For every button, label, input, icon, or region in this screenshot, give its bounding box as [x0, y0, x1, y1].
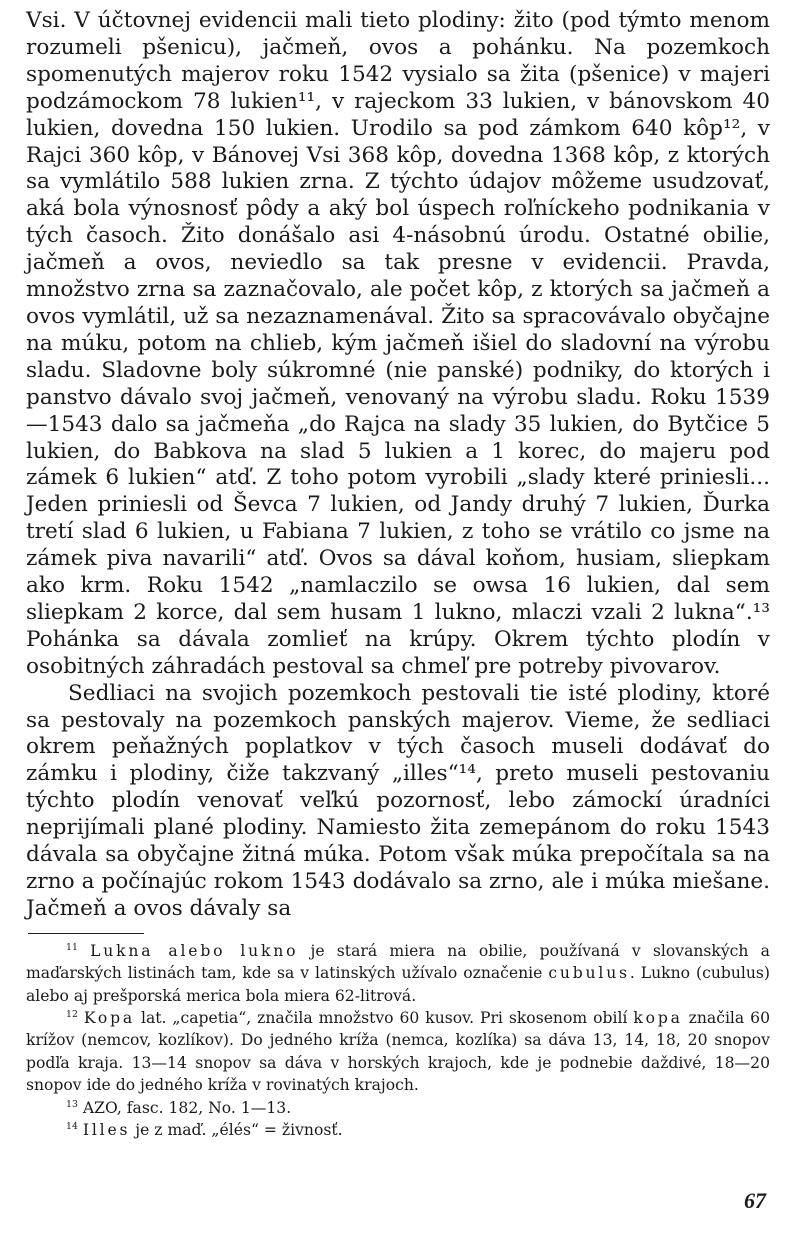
footnote-term: Illes — [82, 1121, 131, 1140]
footnote-number: 12 — [66, 1008, 78, 1020]
footnote-text: AZO, fasc. 182, No. 1—13. — [82, 1098, 292, 1117]
main-text — [26, 8, 770, 923]
footnote-term: cubulus — [548, 964, 630, 983]
footnotes — [26, 940, 770, 1142]
footnote-divider — [28, 933, 144, 934]
footnote-text: je stará miera na obilie, používaná v slovanských a maďarských listinách tam, kde sa v latinských užívalo označenie — [26, 941, 770, 983]
page-number: 67 — [744, 1188, 766, 1213]
footnote-term: Lukna alebo lukno — [90, 941, 299, 960]
footnote-text: je z maď. „élés“ = živnosť. — [130, 1121, 343, 1140]
footnote-number: 13 — [66, 1098, 78, 1110]
footnote-13 — [26, 1097, 770, 1119]
paragraph-1: Vsi. V účtovnej evidencii mali tieto plodiny: žito (pod týmto menom rozumeli pšenicu), jačmeň, ovos a pohánku. Na pozemkoch spomenutých majerov roku 1542 vysialo sa žita (pšenice) v majeri podzámockom 78 lukien¹¹, v rajeckom 33 lukien, v bánovskom 40 lukien, dovedna 150 lukien. Urodilo sa pod zámkom 640 kôp¹², v Rajci 360 kôp, v Bánovej Vsi 368 kôp, dovedna 1368 kôp, z ktorých sa vymlátilo 588 lukien zrna. Z týchto údajov môžeme usudzovať, aká bola výnosnosť pôdy a aký bol úspech roľníckeho podnikania v tých časoch. Žito donášalo asi 4-násobnú úrodu. Ostatné obilie, jačmeň a ovos, neviedlo sa tak presne v evidencii. Pravda, množstvo zrna sa zaznačovalo, ale počet kôp, z ktorých sa jačmeň a ovos vymlátil, už sa nezaznamenával. Žito sa spracovávalo obyčajne na múku, potom na chlieb, kým jačmeň išiel do sladovní na výrobu sladu. Sladovne boly súkromné (nie panské) podniky, do ktorých i panstvo dávalo svoj jačmeň, venovaný na výrobu sladu. Roku 1539—1543 dalo sa jačmeňa „do Rajca na slady 35 lukien, do Bytčice 5 lukien, do Babkova na slad 5 lukien a 1 korec, do majeru pod zámek 6 lukien“ atď. Z toho potom vyrobili „slady které priniesli... Jeden priniesli od Ševca 7 lukien, od Jandy druhý 7 lukien, Ďurka tretí slad 6 lukien, u Fabiana 7 lukien, z toho se vrátilo co jsme na zámek piva navarili“ atď. Ovos sa dával koňom, husiam, sliepkam ako krm. Roku 1542 „namlaczilo se owsa 16 lukien, dal sem sliepkam 2 korce, dal sem husam 1 lukno, mlaczi vzali 2 lukna“.¹³ Pohánka sa dávala zomlieť na krúpy. Okrem týchto plodín v osobitných záhradách pestoval sa chmeľ pre potreby pivovarov. — [26, 8, 770, 679]
footnote-term: kopa — [633, 1009, 683, 1028]
footnote-12 — [26, 1007, 770, 1097]
footnote-text: lat. „capetia“, značila množstvo 60 kusov. Pri skosenom obilí — [135, 1009, 634, 1028]
footnote-number: 14 — [66, 1120, 78, 1132]
footnote-14 — [26, 1119, 770, 1141]
footnote-text: značila 60 krížov (nemcov, kozlíkov). Do jedného kríža (nemca, kozlíka) sa dáva 13, 14, 18, 20 snopov podľa kraja. 13—14 snopov sa dáva v horských krajoch, kde je podnebie daždivé, 18—20 snopov ide do jedného kríža v rovinatých krajoch. — [26, 1009, 770, 1095]
paragraph-2: Sedliaci na svojich pozemkoch pestovali tie isté plodiny, ktoré sa pestovaly na pozemkoch panských majerov. Vieme, že sedliaci okrem peňažných poplatkov v tých časoch museli dodávať do zámku i plodiny, čiže takzvaný „illes“¹⁴, preto museli pestovaniu týchto plodín venovať veľkú pozornosť, lebo zámockí úradníci neprijímali plané plodiny. Namiesto žita zemepánom do roku 1543 dávala sa obyčajne žitná múka. Potom však múka prepočítala sa na zrno a počínajúc rokom 1543 dodávalo sa zrno, ale i múka miešane. Jačmeň a ovos dávaly sa — [26, 680, 770, 921]
footnote-number: 11 — [66, 941, 78, 953]
footnote-11 — [26, 940, 770, 1007]
footnote-text: . Lukno (cubulus) alebo aj prešporská merica bola miera 62-litrová. — [26, 964, 770, 1005]
footnote-term: Kopa — [83, 1009, 136, 1028]
